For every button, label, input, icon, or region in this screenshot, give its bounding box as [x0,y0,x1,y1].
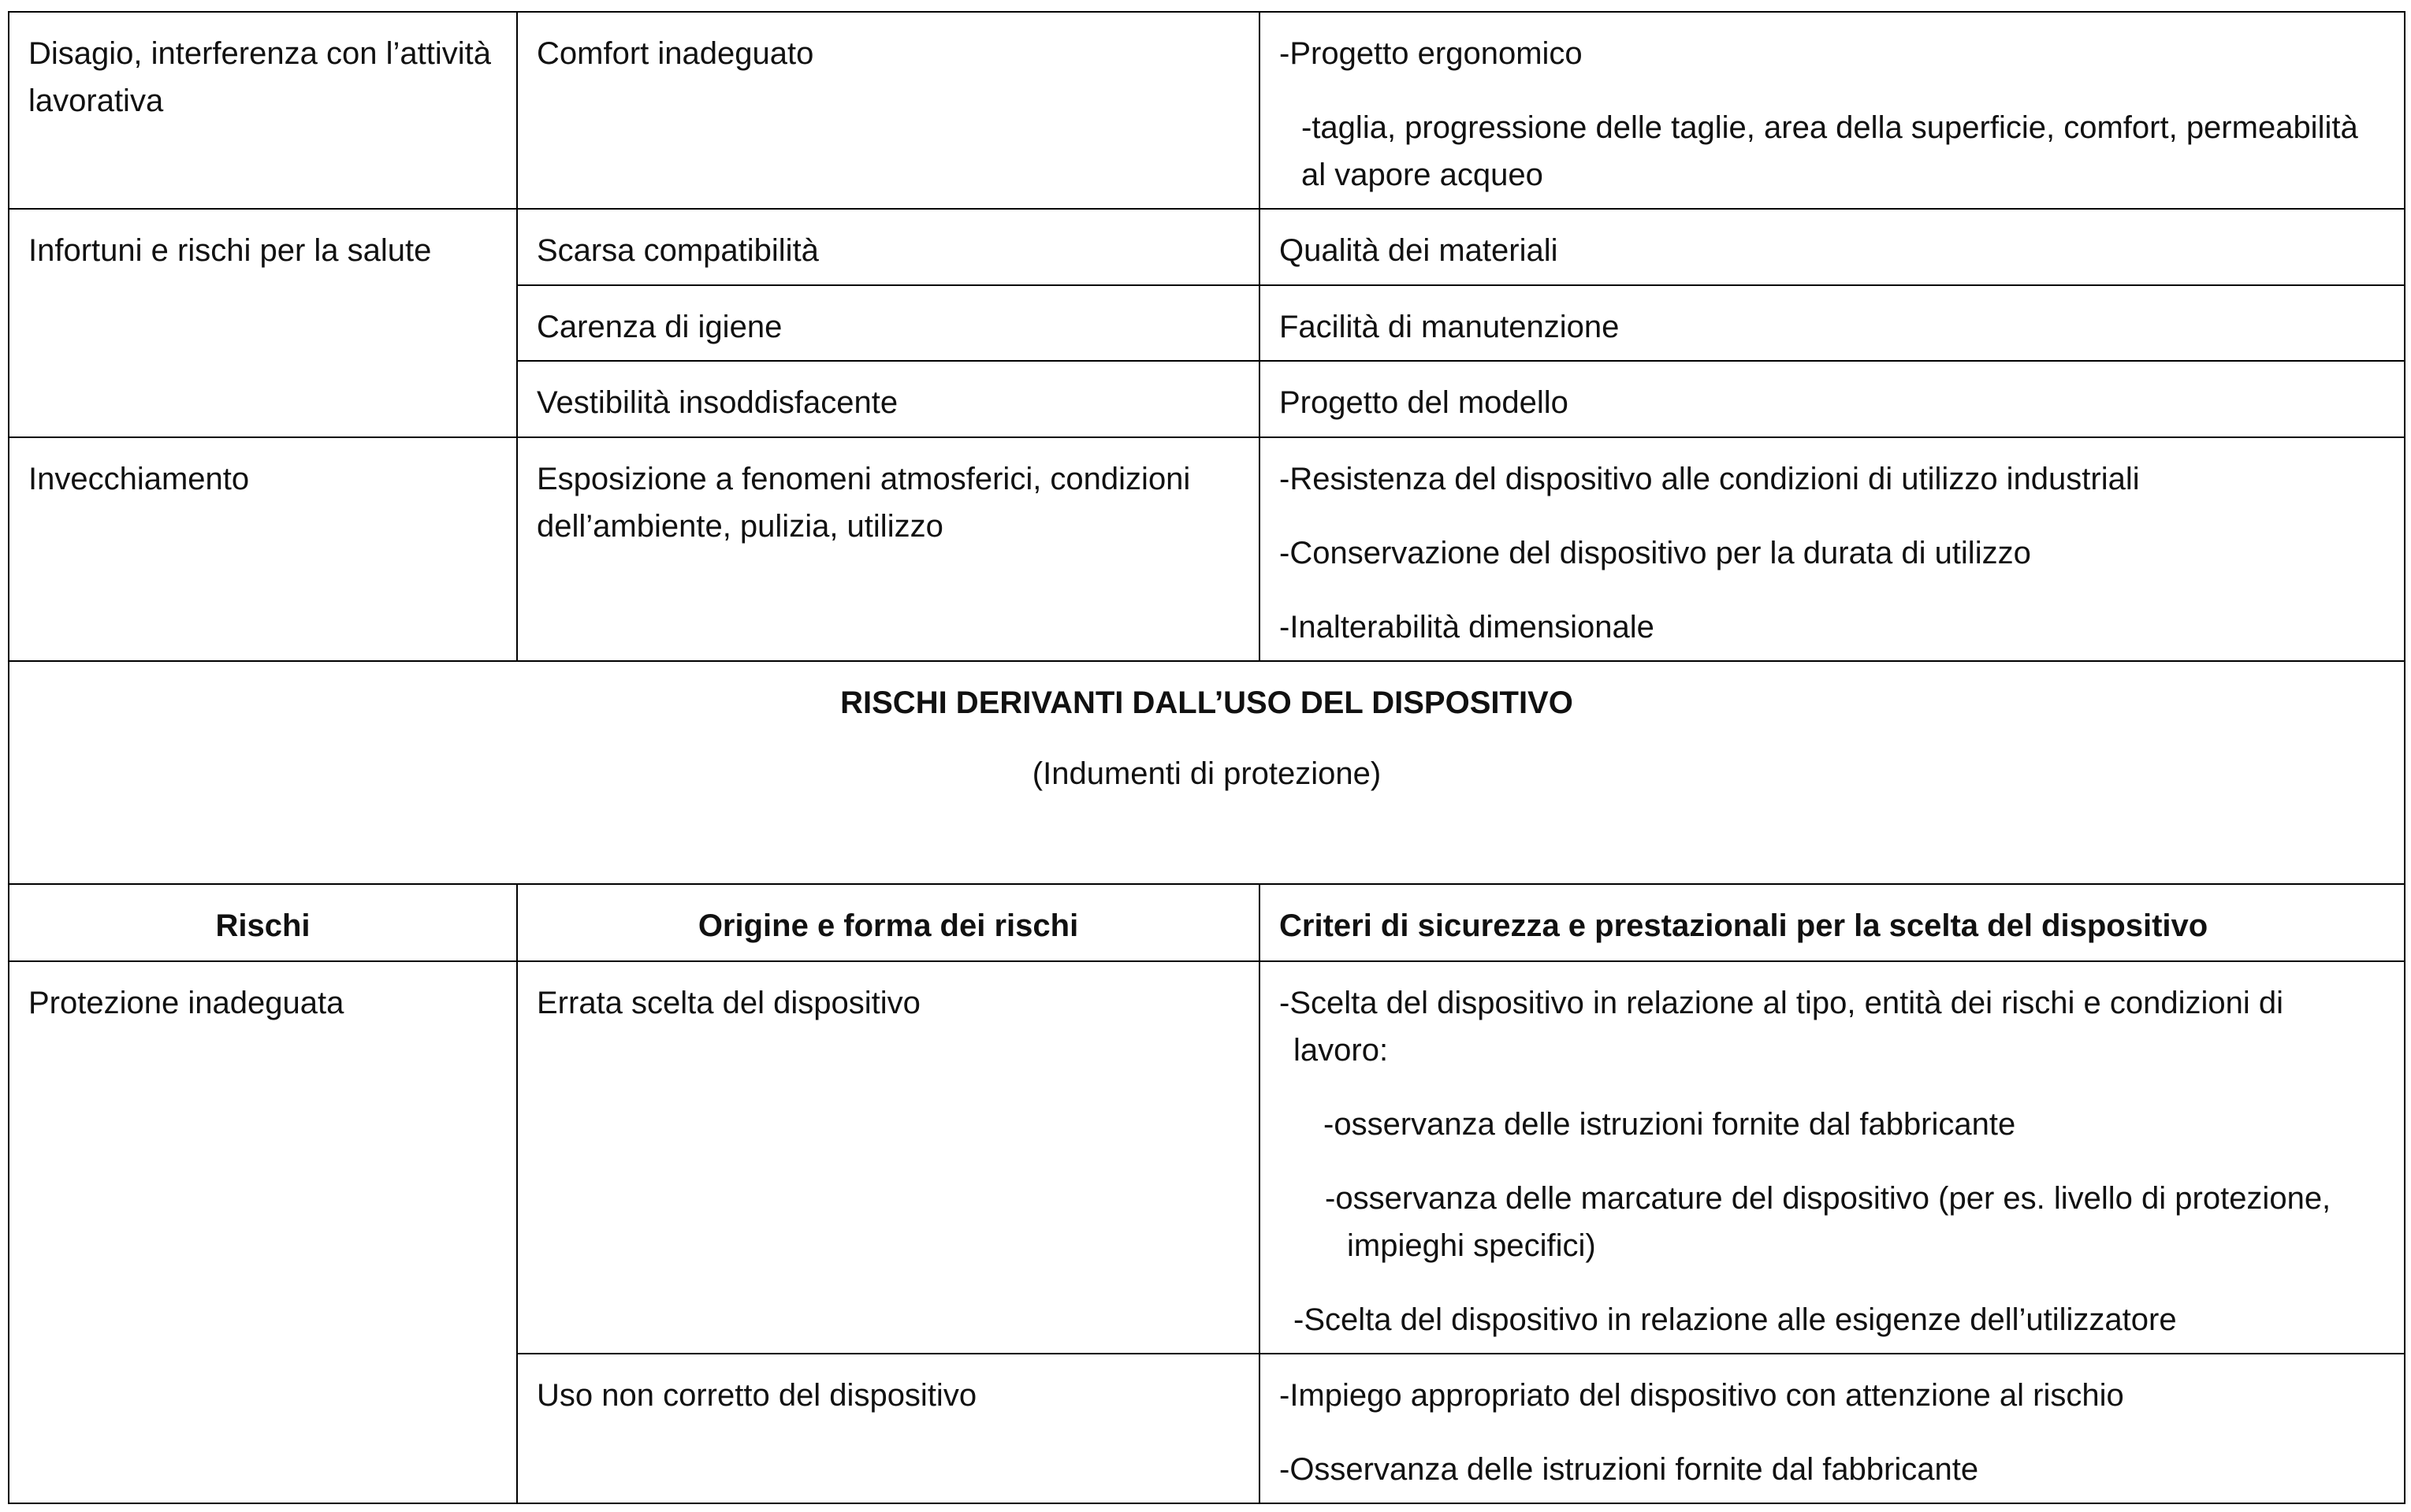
risk-cell [9,209,517,437]
origin-text: Carenza di igiene [537,310,783,344]
risk-cell [9,12,517,209]
criteria-text: -Scelta del dispositivo in relazione al tipo, entità dei rischi e condizioni di lavoro: [1279,986,2284,1068]
origin-cell [517,285,1259,361]
criteria-cell [1259,209,2405,285]
risk-text: Protezione inadeguata [28,986,344,1020]
section-row [9,661,2405,884]
origin-cell [517,961,1259,1354]
criteria-subtext: -taglia, progressione delle taglie, area della superficie, comfort, permeabilità al vapore acqueo [1301,110,2358,192]
origin-cell [517,12,1259,209]
criteria-cell [1259,12,2405,209]
section-subtitle: (Indumenti di protezione) [1032,756,1382,791]
risk-cell [9,437,517,661]
origin-text: Errata scelta del dispositivo [537,986,921,1020]
criteria-text: -Impiego appropriato del dispositivo con attenzione al rischio [1279,1378,2124,1413]
table-row [9,209,2405,285]
criteria-text: -Inalterabilità dimensionale [1279,610,1654,645]
column-header-criteria: Criteri di sicurezza e prestazionali per la scelta del dispositivo [1259,884,2405,961]
origin-cell [517,437,1259,661]
risk-text: Disagio, interferenza con l’attività lavorativa [28,36,491,118]
column-header-origin: Origine e forma dei rischi [517,884,1259,961]
criteria-text: -Osservanza delle istruzioni fornite dal fabbricante [1279,1452,1979,1487]
origin-cell [517,361,1259,437]
criteria-text: -Progetto ergonomico [1279,36,1583,71]
criteria-cell [1259,961,2405,1354]
table-row [9,12,2405,209]
criteria-cell [1259,285,2405,361]
origin-text: Vestibilità insoddisfacente [537,385,899,420]
criteria-cell [1259,437,2405,661]
table-row [9,961,2405,1354]
origin-cell [517,1354,1259,1503]
criteria-text: Facilità di manutenzione [1279,310,1620,344]
criteria-text: -Conservazione del dispositivo per la durata di utilizzo [1279,536,2031,570]
origin-text: Scarsa compatibilità [537,233,819,268]
column-header-risks: Rischi [9,884,517,961]
header-row [9,884,2405,961]
section-title: RISCHI DERIVANTI DALL’USO DEL DISPOSITIVO [840,685,1573,720]
criteria-text: -Resistenza del dispositivo alle condizioni di utilizzo industriali [1279,462,2140,496]
section-heading-cell [9,661,2405,884]
criteria-text: Progetto del modello [1279,385,1568,420]
criteria-text: -Scelta del dispositivo in relazione alle esigenze dell’utilizzatore [1293,1302,2177,1337]
criteria-cell [1259,361,2405,437]
criteria-subtext: -osservanza delle marcature del dispositivo (per es. livello di protezione, impieghi specifici) [1325,1181,2331,1263]
criteria-cell [1259,1354,2405,1503]
origin-text: Esposizione a fenomeni atmosferici, condizioni dell’ambiente, pulizia, utilizzo [537,462,1191,544]
risk-cell [9,961,517,1503]
origin-cell [517,209,1259,285]
table-row [9,437,2405,661]
criteria-text: Qualità dei materiali [1279,233,1558,268]
criteria-subtext: -osservanza delle istruzioni fornite dal fabbricante [1323,1107,2016,1142]
origin-text: Comfort inadeguato [537,36,814,71]
risk-table [8,11,2405,1504]
origin-text: Uso non corretto del dispositivo [537,1378,977,1413]
risk-text: Infortuni e rischi per la salute [28,233,432,268]
risk-text: Invecchiamento [28,462,250,496]
